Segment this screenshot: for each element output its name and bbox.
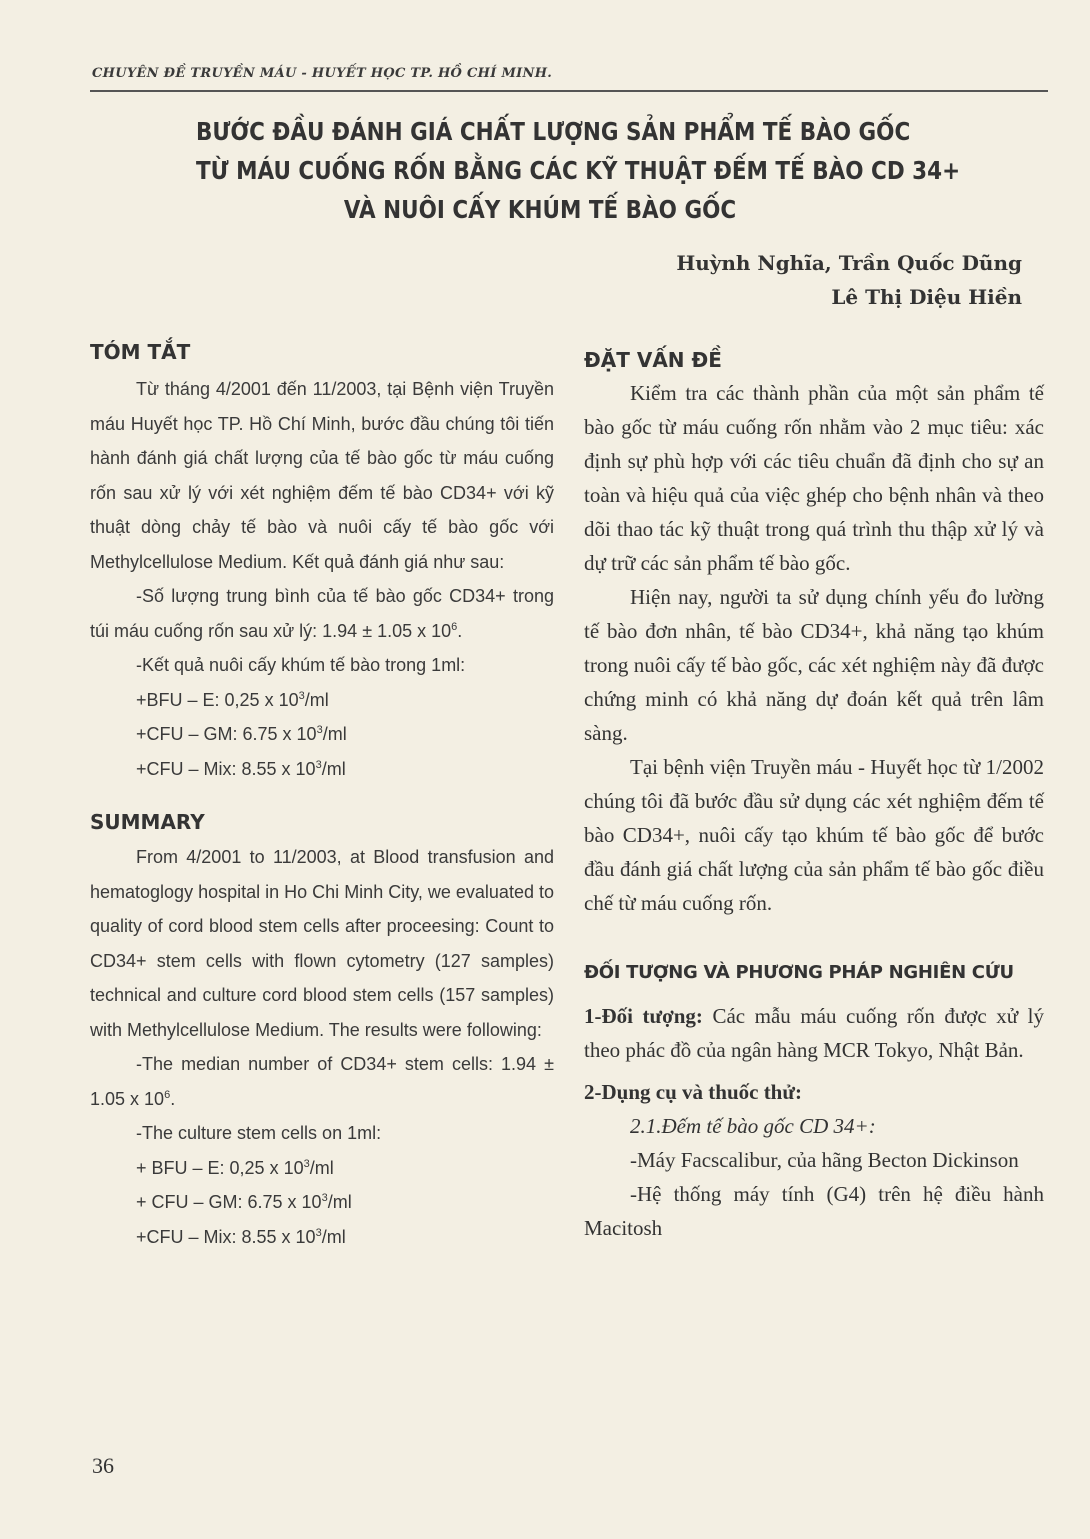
result-text: +CFU – GM: 6.75 x 10	[136, 724, 317, 744]
summary-vi-result-bfu	[90, 683, 554, 718]
result-unit: /ml	[321, 1226, 346, 1247]
result-exp: 3	[315, 1226, 322, 1239]
summary-en-heading: SUMMARY	[90, 810, 205, 834]
summary-en-median	[90, 1047, 554, 1116]
title-line-3: VÀ NUÔI CẤY KHÚM TẾ BÀO GỐC	[343, 195, 737, 224]
result-exp: 3	[315, 758, 322, 771]
running-head: CHUYÊN ĐỀ TRUYỀN MÁU - HUYẾT HỌC TP. HỒ CHÍ MINH.	[92, 66, 553, 81]
right-column	[584, 340, 1044, 1245]
summary-vi-median-end: .	[457, 620, 463, 641]
authors	[560, 246, 1022, 314]
result-text: +CFU – Mix: 8.55 x 10	[136, 1226, 316, 1247]
result-text: + CFU – GM: 6.75 x 10	[136, 1192, 322, 1212]
summary-vi-median-text: -Số lượng trung bình của tế bào gốc CD34+ trong túi máu cuống rốn sau xử lý: 1.94 ± 1.05 x 10	[90, 586, 554, 641]
summary-en-median-end: .	[170, 1088, 176, 1109]
summary-en-culture: -The culture stem cells on 1ml:	[136, 1123, 382, 1143]
summary-vi-median	[90, 579, 554, 648]
summary-vi-result-cfu-gm	[90, 717, 554, 752]
tool-item-2: -Hệ thống máy tính (G4) trên hệ điều hành Macitosh	[584, 1182, 1044, 1240]
header-rule	[90, 90, 1048, 92]
summary-vi-result-cfu-mix	[90, 752, 554, 787]
summary-en-median-exp: 6	[164, 1088, 171, 1101]
intro-paragraph-1: Kiểm tra các thành phần của một sản phẩm tế bào gốc từ máu cuống rốn nhằm vào 2 mục tiêu: xác định sự phù hợp với các tiêu chuẩn đã định cho sự an toàn và hiệu quả của việc ghép cho bệnh nhân và theo dõi thao tác kỹ thuật trong quá trình thu thập xử lý và dự trữ các sản phẩm tế bào gốc.	[584, 381, 1044, 575]
result-exp: 3	[298, 689, 305, 702]
article-title	[196, 112, 961, 229]
summary-en-result-cfu-mix	[90, 1220, 554, 1255]
result-exp: 3	[303, 1157, 310, 1170]
tools-label: 2-Dụng cụ và thuốc thử:	[584, 1080, 802, 1104]
subsection-2-1: 2.1.Đếm tế bào gốc CD 34+:	[630, 1114, 876, 1138]
result-unit: /ml	[321, 758, 346, 779]
summary-en-intro: From 4/2001 to 11/2003, at Blood transfusion and hematoglogy hospital in Ho Chi Minh City, we evaluated to quality of cord blood stem cells after proceesing: Count to CD34+ stem cells with flown cytometry (127 samples) technical and culture cord blood stem cells (157 samples) with Methylcellulose Medium. The results were following:	[90, 847, 554, 1040]
intro-paragraph-2: Hiện nay, người ta sử dụng chính yếu đo lường tế bào đơn nhân, tế bào CD34+, khả năng tạo khúm trong nuôi cấy tế bào gốc, các xét nghiệm này đã được chứng minh có khả năng dự đoán kết quả trên lâm sàng.	[584, 585, 1044, 745]
summary-en-result-bfu	[90, 1151, 554, 1186]
subject-text: Các mẫu máu cuống rốn được xử lý theo phác đồ của ngân hàng MCR Tokyo, Nhật Bản.	[584, 1004, 1045, 1062]
intro-heading: ĐẶT VẤN ĐỀ	[584, 348, 722, 372]
result-text: +CFU – Mix: 8.55 x 10	[136, 758, 316, 779]
result-exp: 3	[316, 724, 323, 736]
summary-vi-intro: Từ tháng 4/2001 đến 11/2003, tại Bệnh viện Truyền máu Huyết học TP. Hồ Chí Minh, bước đầu chúng tôi tiến hành đánh giá chất lượng của tế bào gốc từ máu cuống rốn sau xử lý với xét nghiệm đếm tế bào CD34+ với kỹ thuật dòng chảy tế bào và nuôi cấy tế bào gốc với Methylcellulose Medium. Kết quả đánh giá như sau:	[90, 379, 554, 572]
authors-line-1: Huỳnh Nghĩa, Trần Quốc Dũng	[676, 251, 1022, 275]
methods-heading: ĐỐI TƯỢNG VÀ PHƯƠNG PHÁP NGHIÊN CỨU	[584, 962, 1014, 983]
summary-en-result-cfu-gm	[90, 1185, 554, 1220]
subject-label: 1-Đối tượng:	[584, 1004, 703, 1028]
intro-paragraph-3: Tại bệnh viện Truyền máu - Huyết học từ 1/2002 chúng tôi đã bước đầu sử dụng các xét nghiệm đếm tế bào CD34+, nuôi cấy tạo khúm tế bào gốc để bước đầu đánh giá chất lượng của sản phẩm tế bào gốc điều chế từ máu cuống rốn.	[584, 755, 1044, 915]
result-unit: /ml	[304, 689, 329, 710]
result-text: + BFU – E: 0,25 x 10	[136, 1157, 304, 1178]
summary-vi-heading: TÓM TẮT	[90, 340, 191, 364]
summary-vi-median-exp: 6	[451, 620, 458, 633]
left-column	[90, 340, 554, 1254]
title-line-2: TỪ MÁU CUỐNG RỐN BẰNG CÁC KỸ THUẬT ĐẾM TẾ BÀO CD 34+	[196, 156, 961, 185]
result-unit: /ml	[322, 724, 347, 744]
result-unit: /ml	[309, 1157, 334, 1178]
result-text: +BFU – E: 0,25 x 10	[136, 689, 299, 710]
summary-vi-culture: -Kết quả nuôi cấy khúm tế bào trong 1ml:	[136, 655, 466, 675]
title-line-1: BƯỚC ĐẦU ĐÁNH GIÁ CHẤT LƯỢNG SẢN PHẨM TẾ BÀO GỐC	[196, 117, 911, 146]
subject-paragraph	[584, 999, 1044, 1067]
tool-item-1: -Máy Facscalibur, của hãng Becton Dickinson	[630, 1148, 1019, 1172]
result-unit: /ml	[327, 1192, 352, 1212]
result-exp: 3	[321, 1192, 328, 1204]
summary-en-median-text: -The median number of CD34+ stem cells: 1.94 ± 1.05 x 10	[90, 1054, 554, 1109]
authors-line-2: Lê Thị Diệu Hiền	[831, 285, 1022, 309]
page-number: 36	[92, 1453, 114, 1478]
